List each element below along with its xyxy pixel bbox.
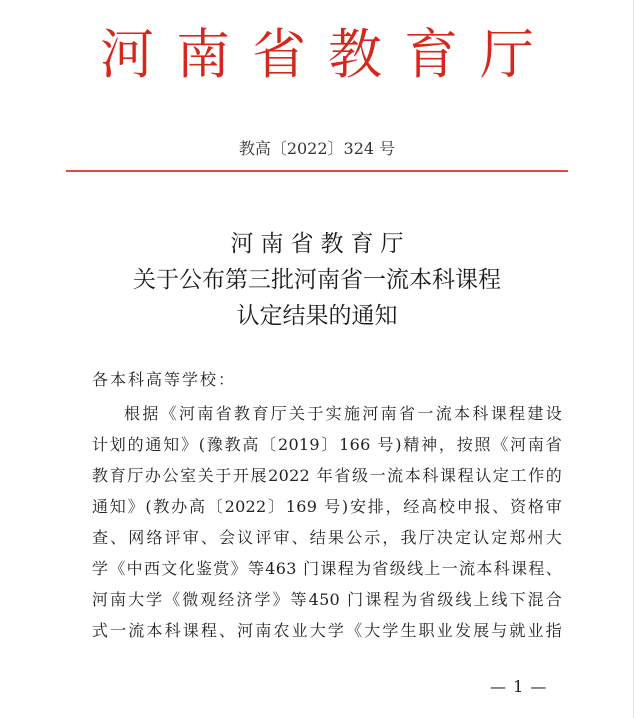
title-line-subject-end: 认定结果的通知 [236, 303, 398, 329]
body-line: 学《中西文化鉴赏》等463 门课程为省级线上一流本科课程、 [92, 559, 562, 578]
body-line: 根据《河南省教育厅关于实施河南省一流本科课程建设 [124, 404, 562, 423]
body-line: 教育厅办公室关于开展2022 年省级一流本科课程认定工作的 [92, 466, 562, 485]
document-number: 教高〔2022〕324 号 [238, 139, 396, 158]
body-line: 式一流本科课程、河南农业大学《大学生职业发展与就业指 [92, 621, 562, 640]
body-line: 通知》(教办高〔2022〕169 号)安排，经高校申报、资格审 [92, 497, 562, 516]
body-line: 河南大学《微观经济学》等450 门课程为省级线上线下混合 [92, 590, 562, 609]
red-separator-rule [66, 170, 568, 172]
notice-title [0, 226, 634, 334]
body-line: 计划的通知》(豫教高〔2019〕166 号)精神，按照《河南省 [92, 435, 562, 454]
title-line-issuer: 河南省教育厅 [230, 231, 411, 257]
salutation: 各本科高等学校： [92, 370, 237, 389]
page-number: — 1 — [490, 677, 548, 696]
body-text [92, 398, 562, 646]
title-line-subject: 关于公布第三批河南省一流本科课程 [133, 267, 501, 293]
body-line: 查、网络评审、会议评审、结果公示，我厅决定认定郑州大 [92, 528, 562, 547]
masthead-title: 河南省教育厅 [100, 23, 556, 86]
